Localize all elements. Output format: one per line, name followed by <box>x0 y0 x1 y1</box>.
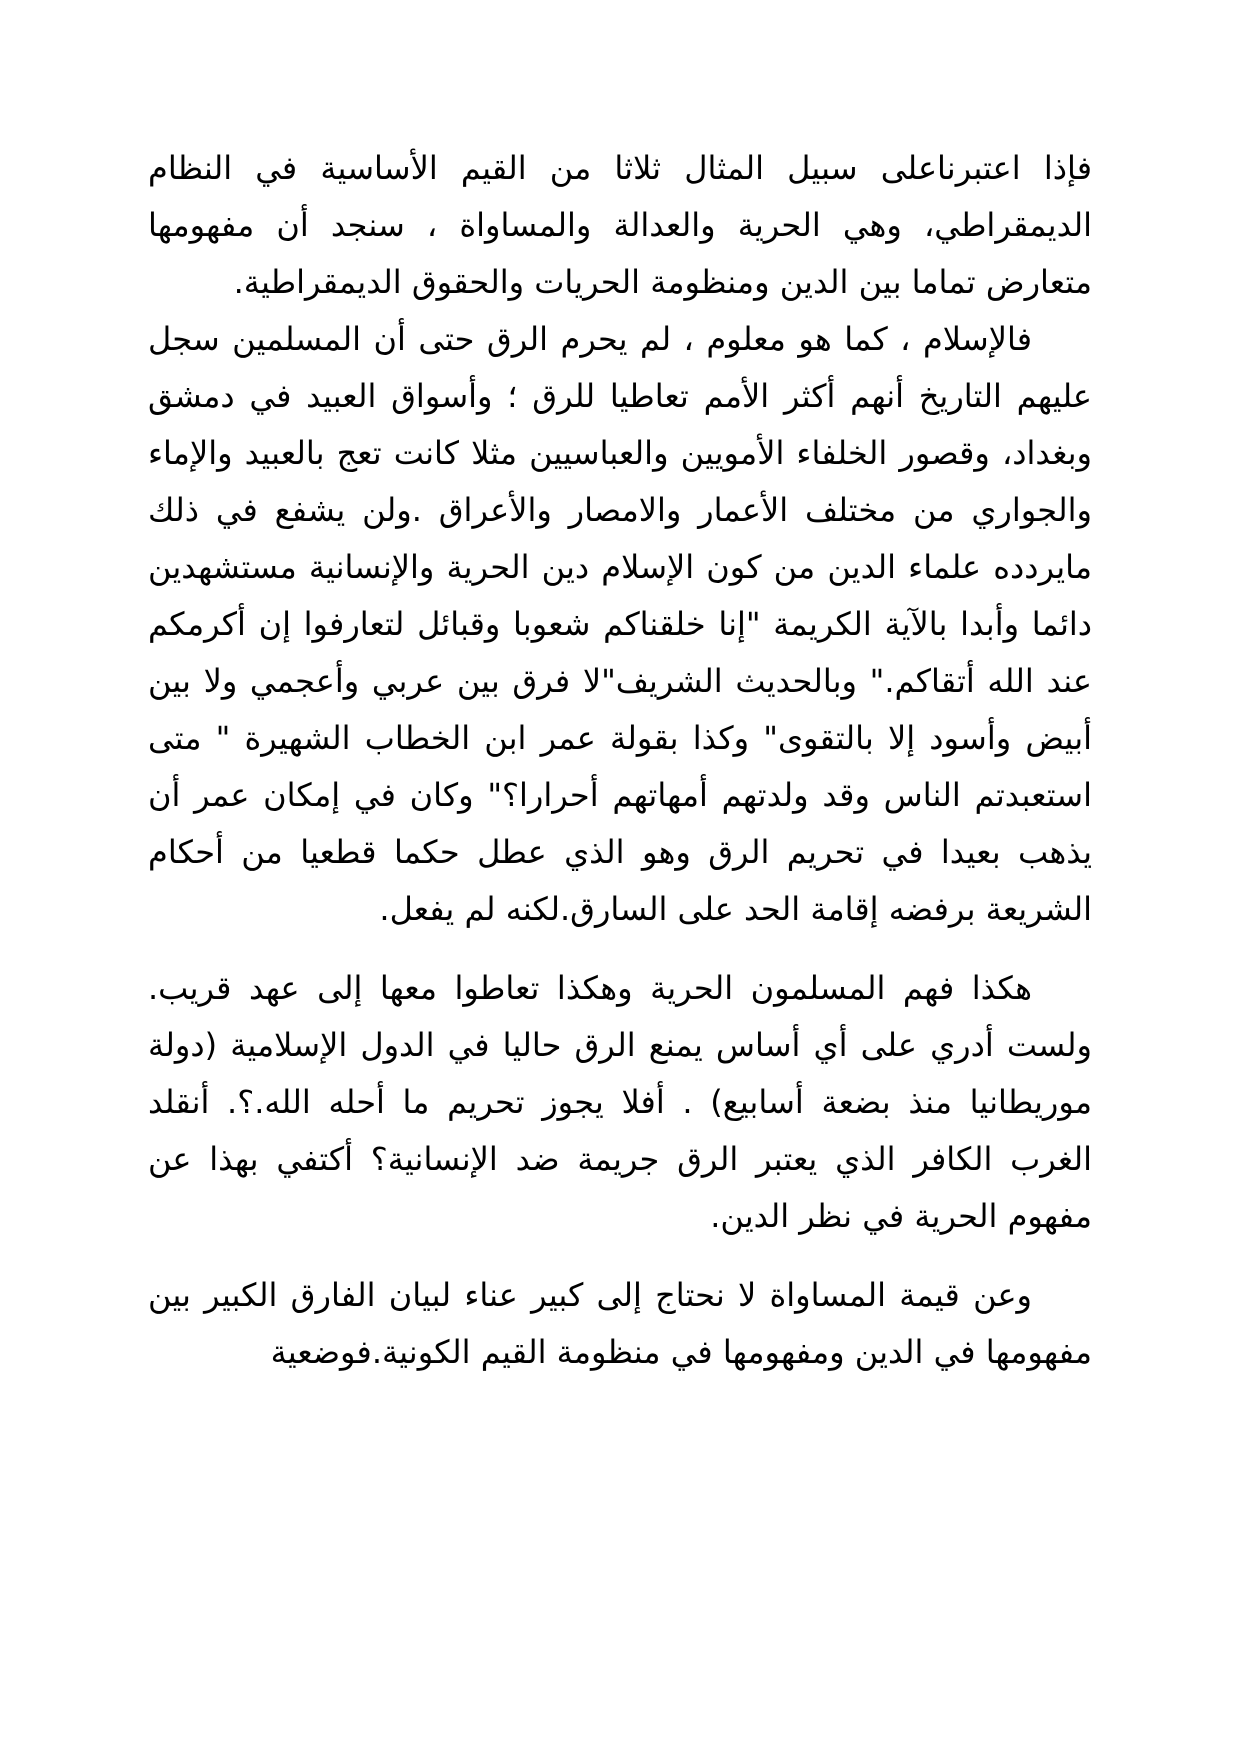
paragraph-freedom-understanding: هكذا فهم المسلمون الحرية وهكذا تعاطوا معها إلى عهد قريب. ولست أدري على أي أساس يمنع الرق حاليا في الدول الإسلامية (دولة موريطانيا منذ بضعة أسابيع) . أفلا يجوز تحريم ما أحله الله.؟. أنقلد الغرب الكافر الذي يعتبر الرق جريمة ضد الإنسانية؟ أكتفي بهذا عن مفهوم الحرية في نظر الدين. <box>148 969 1092 1235</box>
paragraph-equality: وعن قيمة المساواة لا نحتاج إلى كبير عناء لبيان الفارق الكبير بين مفهومها في الدين ومفهومها في منظومة القيم الكونية.فوضعية <box>148 1276 1092 1371</box>
paragraph-islam-slavery: فالإسلام ، كما هو معلوم ، لم يحرم الرق حتى أن المسلمين سجل عليهم التاريخ أنهم أكثر الأمم تعاطيا للرق ؛ وأسواق العبيد في دمشق وبغداد، وقصور الخلفاء الأمويين والعباسيين مثلا كانت تعج بالعبيد والإماء والجواري من مختلف الأعمار والامصار والأعراق .ولن يشفع في ذلك مايردده علماء الدين من كون الإسلام دين الحرية والإنسانية مستشهدين دائما وأبدا بالآية الكريمة "إنا خلقناكم شعوبا وقبائل لتعارفوا إن أكرمكم عند الله أتقاكم." وبالحديث الشريف"لا فرق بين عربي وأعجمي ولا بين أبيض وأسود إلا بالتقوى" وكذا بقولة عمر ابن الخطاب الشهيرة " متى استعبدتم الناس وقد ولدتهم أمهاتهم أحرارا؟" وكان في إمكان عمر أن يذهب بعيدا في تحريم الرق وهو الذي عطل حكما قطعيا من أحكام الشريعة برفضه إقامة الحد على السارق.لكنه لم يفعل. <box>148 320 1092 928</box>
paragraph-democratic-values: فإذا اعتبرناعلى سبيل المثال ثلاثا من القيم الأساسية في النظام الديمقراطي، وهي الحرية والعدالة والمساواة ، سنجد أن مفهومها متعارض تماما بين الدين ومنظومة الحريات والحقوق الديمقراطية. <box>148 149 1092 301</box>
document-page <box>148 140 1092 1381</box>
